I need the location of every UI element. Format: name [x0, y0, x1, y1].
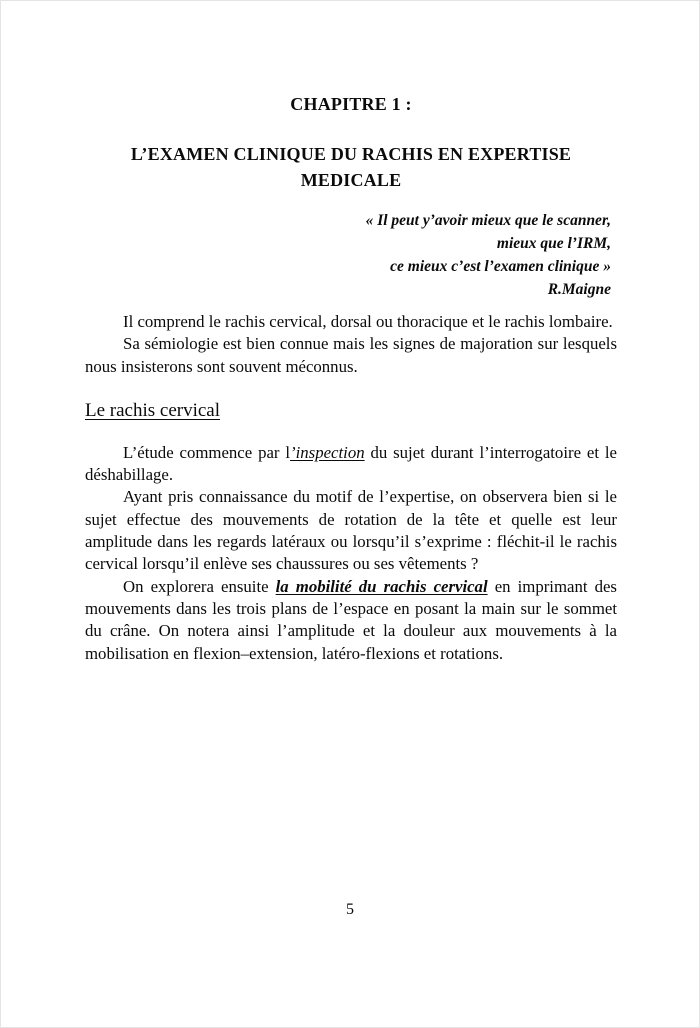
paragraph-5-text-before: On explorera ensuite: [123, 576, 276, 596]
chapter-subtitle-line2: MEDICALE: [300, 170, 402, 190]
paragraph-5: [85, 576, 617, 665]
chapter-title: CHAPITRE 1 :: [290, 94, 412, 114]
quote-line-2: mieux que l’IRM,: [496, 235, 611, 252]
paragraph-5-emphasis-mobility: la mobilité du rachis cervical: [275, 576, 488, 596]
chapter-subtitle: [85, 141, 617, 193]
quote-author: R.Maigne: [547, 281, 611, 298]
chapter-subtitle-line1: L’EXAMEN CLINIQUE DU RACHIS EN EXPERTISE: [130, 144, 572, 164]
paragraph-3-text-after: du sujet durant l’interrogatoire et le déshabillage.: [85, 442, 617, 485]
paragraph-4: Ayant pris connaissance du motif de l’expertise, on observera bien si le sujet effectue des mouvements de rotation de la tête et quelle est leur amplitude dans les regards latéraux ou lorsqu’il s’exprime : fléchit-il le rachis cervical lorsqu’il enlève ses chaussures ou ses vêtements ?: [85, 487, 617, 574]
section-heading-text: Le rachis cervical: [85, 399, 221, 421]
paragraph-3-emphasis-inspection: ’inspection: [290, 442, 365, 462]
page-number: 5: [346, 901, 354, 918]
paragraph-3: [85, 442, 617, 487]
paragraph-3-text-before: L’étude commence par l: [123, 442, 291, 462]
section-heading: [85, 399, 617, 423]
quote-line-3: ce mieux c’est l’examen clinique »: [390, 258, 611, 275]
quote-line-1: « Il peut y’avoir mieux que le scanner,: [365, 212, 611, 229]
epigraph-quote: [85, 209, 611, 301]
paragraph-2: Sa sémiologie est bien connue mais les signes de majoration sur lesquels nous insisterons sont souvent méconnus.: [85, 334, 617, 376]
paragraph-1: Il comprend le rachis cervical, dorsal ou thoracique et le rachis lombaire.: [123, 312, 613, 331]
paragraph-5-text-after: en imprimant des mouvements dans les trois plans de l’espace en posant la main sur le sommet du crâne. On notera ainsi l’amplitude et la douleur aux mouvements à la mobilisation en flexion–extension, latéro-flexions et rotations.: [85, 576, 617, 663]
